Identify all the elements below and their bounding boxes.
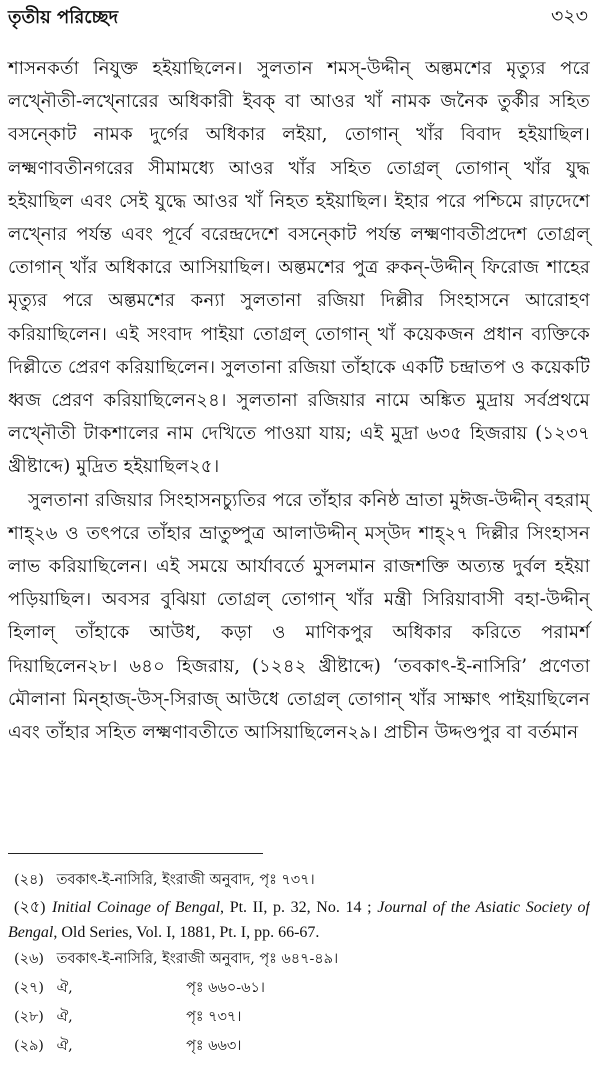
footnote-29 xyxy=(8,1032,590,1061)
footnote-citation: , Pt. II, p. 32, No. 14 ; xyxy=(220,899,378,916)
footnote-text: তবকাৎ-ই-নাসিরি, ইংরাজী অনুবাদ, পৃঃ ৬৪৭-৪৯। xyxy=(56,951,339,967)
body-text xyxy=(8,52,590,749)
footnote-ibid: ঐ, xyxy=(56,1009,73,1025)
footnote-rule xyxy=(8,853,263,854)
footnote-number: (২৯) xyxy=(14,1038,44,1054)
footnote-book-title: Initial Coinage of Bengal xyxy=(52,899,221,916)
footnote-26 xyxy=(8,945,590,974)
footnote-pages: পৃঃ ৬৬৩। xyxy=(186,1038,242,1054)
footnote-28 xyxy=(8,1003,590,1032)
footnote-24 xyxy=(8,866,590,895)
paragraph-2: সুলতানা রজিয়ার সিংহাসনচ্যুতির পরে তাঁহার কনিষ্ঠ ভ্রাতা মুঈজ-উদ্দীন্ বহরাম্ শাহ্২৬ ও তৎপরে তাঁহার ভ্রাতুষ্পুত্র আলাউদ্দীন্ মস্উদ শাহ্২৭ দিল্লীর সিংহাসন লাভ করিয়াছিলেন। এই সময়ে আর্যাবর্তে মুসলমান রাজশক্তি অত্যন্ত দুর্বল হইয়া পড়িয়াছিল। অবসর বুঝিয়া তোগ্রল্ তোগান্ খাঁর মন্ত্রী সিরিয়াবাসী বহা-উদ্দীন্ হিলাল্ তাঁহাকে আউধ, কড়া ও মাণিকপুর অধিকার করিতে পরামর্শ দিয়াছিলেন২৮। ৬৪০ হিজরায়, (১২৪২ খ্রীষ্টাব্দে) ‘তবকাৎ-ই-নাসিরি’ প্রণেতা মৌলানা মিন্হাজ্-উস্-সিরাজ্ আউধে তোগ্রল্ তোগান্ খাঁর সাক্ষাৎ পাইয়াছিলেন এবং তাঁহার সহিত লক্ষ্মণাবতীতে আসিয়াছিলেন২৯। প্রাচীন উদ্দণ্ডপুর বা বর্তমান xyxy=(8,489,590,744)
page-number: ৩২৩ xyxy=(550,5,588,27)
footnote-number: (২৬) xyxy=(14,951,44,967)
footnote-pages: পৃঃ ৬৬০-৬১। xyxy=(186,980,265,996)
footnote-ibid: ঐ, xyxy=(56,1038,73,1054)
chapter-title: তৃতীয় পরিচ্ছেদ xyxy=(8,6,119,28)
footnote-27 xyxy=(8,974,590,1003)
footnote-citation-end: , Old Series, Vol. I, 1881, Pt. I, pp. 66-67. xyxy=(53,924,320,941)
footnote-text: তবকাৎ-ই-নাসিরি, ইংরাজী অনুবাদ, পৃঃ ৭৩৭। xyxy=(56,872,315,888)
footnotes xyxy=(8,866,590,1061)
paragraph-1: শাসনকর্তা নিযুক্ত হইয়াছিলেন। সুলতান শমস্-উদ্দীন্ অল্তমশের মৃত্যুর পরে লখ্নৌতী-লখ্নোরের অধিকারী ইবক্ বা আওর খাঁ নামক জনৈক তুর্কীর সহিত বসন্কোট নামক দুর্গের অধিকার লইয়া, তোগান্ খাঁর বিবাদ হইয়াছিল। লক্ষ্মণাবতীনগরের সীমামধ্যে আওর খাঁর সহিত তোগ্রল্ তোগান্ খাঁর যুদ্ধ হইয়াছিল এবং সেই যুদ্ধে আওর খাঁ নিহত হইয়াছিল। ইহার পরে পশ্চিমে রাঢ়দেশে লখ্নোর পর্যন্ত এবং পূর্বে বরেন্দ্রদেশে বসন্কোট পর্যন্ত লক্ষ্মণাবতীপ্রদেশ তোগ্রল্ তোগান্ খাঁর অধিকারে আসিয়াছিল। অল্তমশের পুত্র রুকন্-উদ্দীন্ ফিরোজ শাহের মৃত্যুর পরে অল্তমশের কন্যা সুলতানা রজিয়া দিল্লীর সিংহাসনে আরোহণ করিয়াছিলেন। এই সংবাদ পাইয়া তোগ্রল্ তোগান্ খাঁ কয়েকজন প্রধান ব্যক্তিকে দিল্লীতে প্রেরণ করিয়াছিলেন। সুলতানা রজিয়া তাঁহাকে একটি চন্দ্রাতপ ও কয়েকটি ধ্বজ প্রেরণ করিয়াছিলেন২৪। সুলতানা রজিয়ার নামে অঙ্কিত মুদ্রায় সর্বপ্রথমে লখ্নৌতী টাকশালের নাম দেখিতে পাওয়া যায়; এই মুদ্রা ৬৩৫ হিজরায় (১২৩৭ খ্রীষ্টাব্দে) মুদ্রিত হইয়াছিল২৫। xyxy=(8,58,590,478)
footnote-25 xyxy=(8,895,590,945)
footnote-ibid: ঐ, xyxy=(56,980,73,996)
footnote-number: (২৫) xyxy=(14,899,46,916)
footnote-number: (২৮) xyxy=(14,1009,44,1025)
footnote-number: (২৭) xyxy=(14,980,44,996)
footnote-number: (২৪) xyxy=(14,872,44,888)
running-header xyxy=(8,4,588,32)
footnote-pages: পৃঃ ৭৩৭। xyxy=(186,1009,242,1025)
footnote-journal-title: Journal of the Asiatic Society of Bengal xyxy=(8,899,590,941)
